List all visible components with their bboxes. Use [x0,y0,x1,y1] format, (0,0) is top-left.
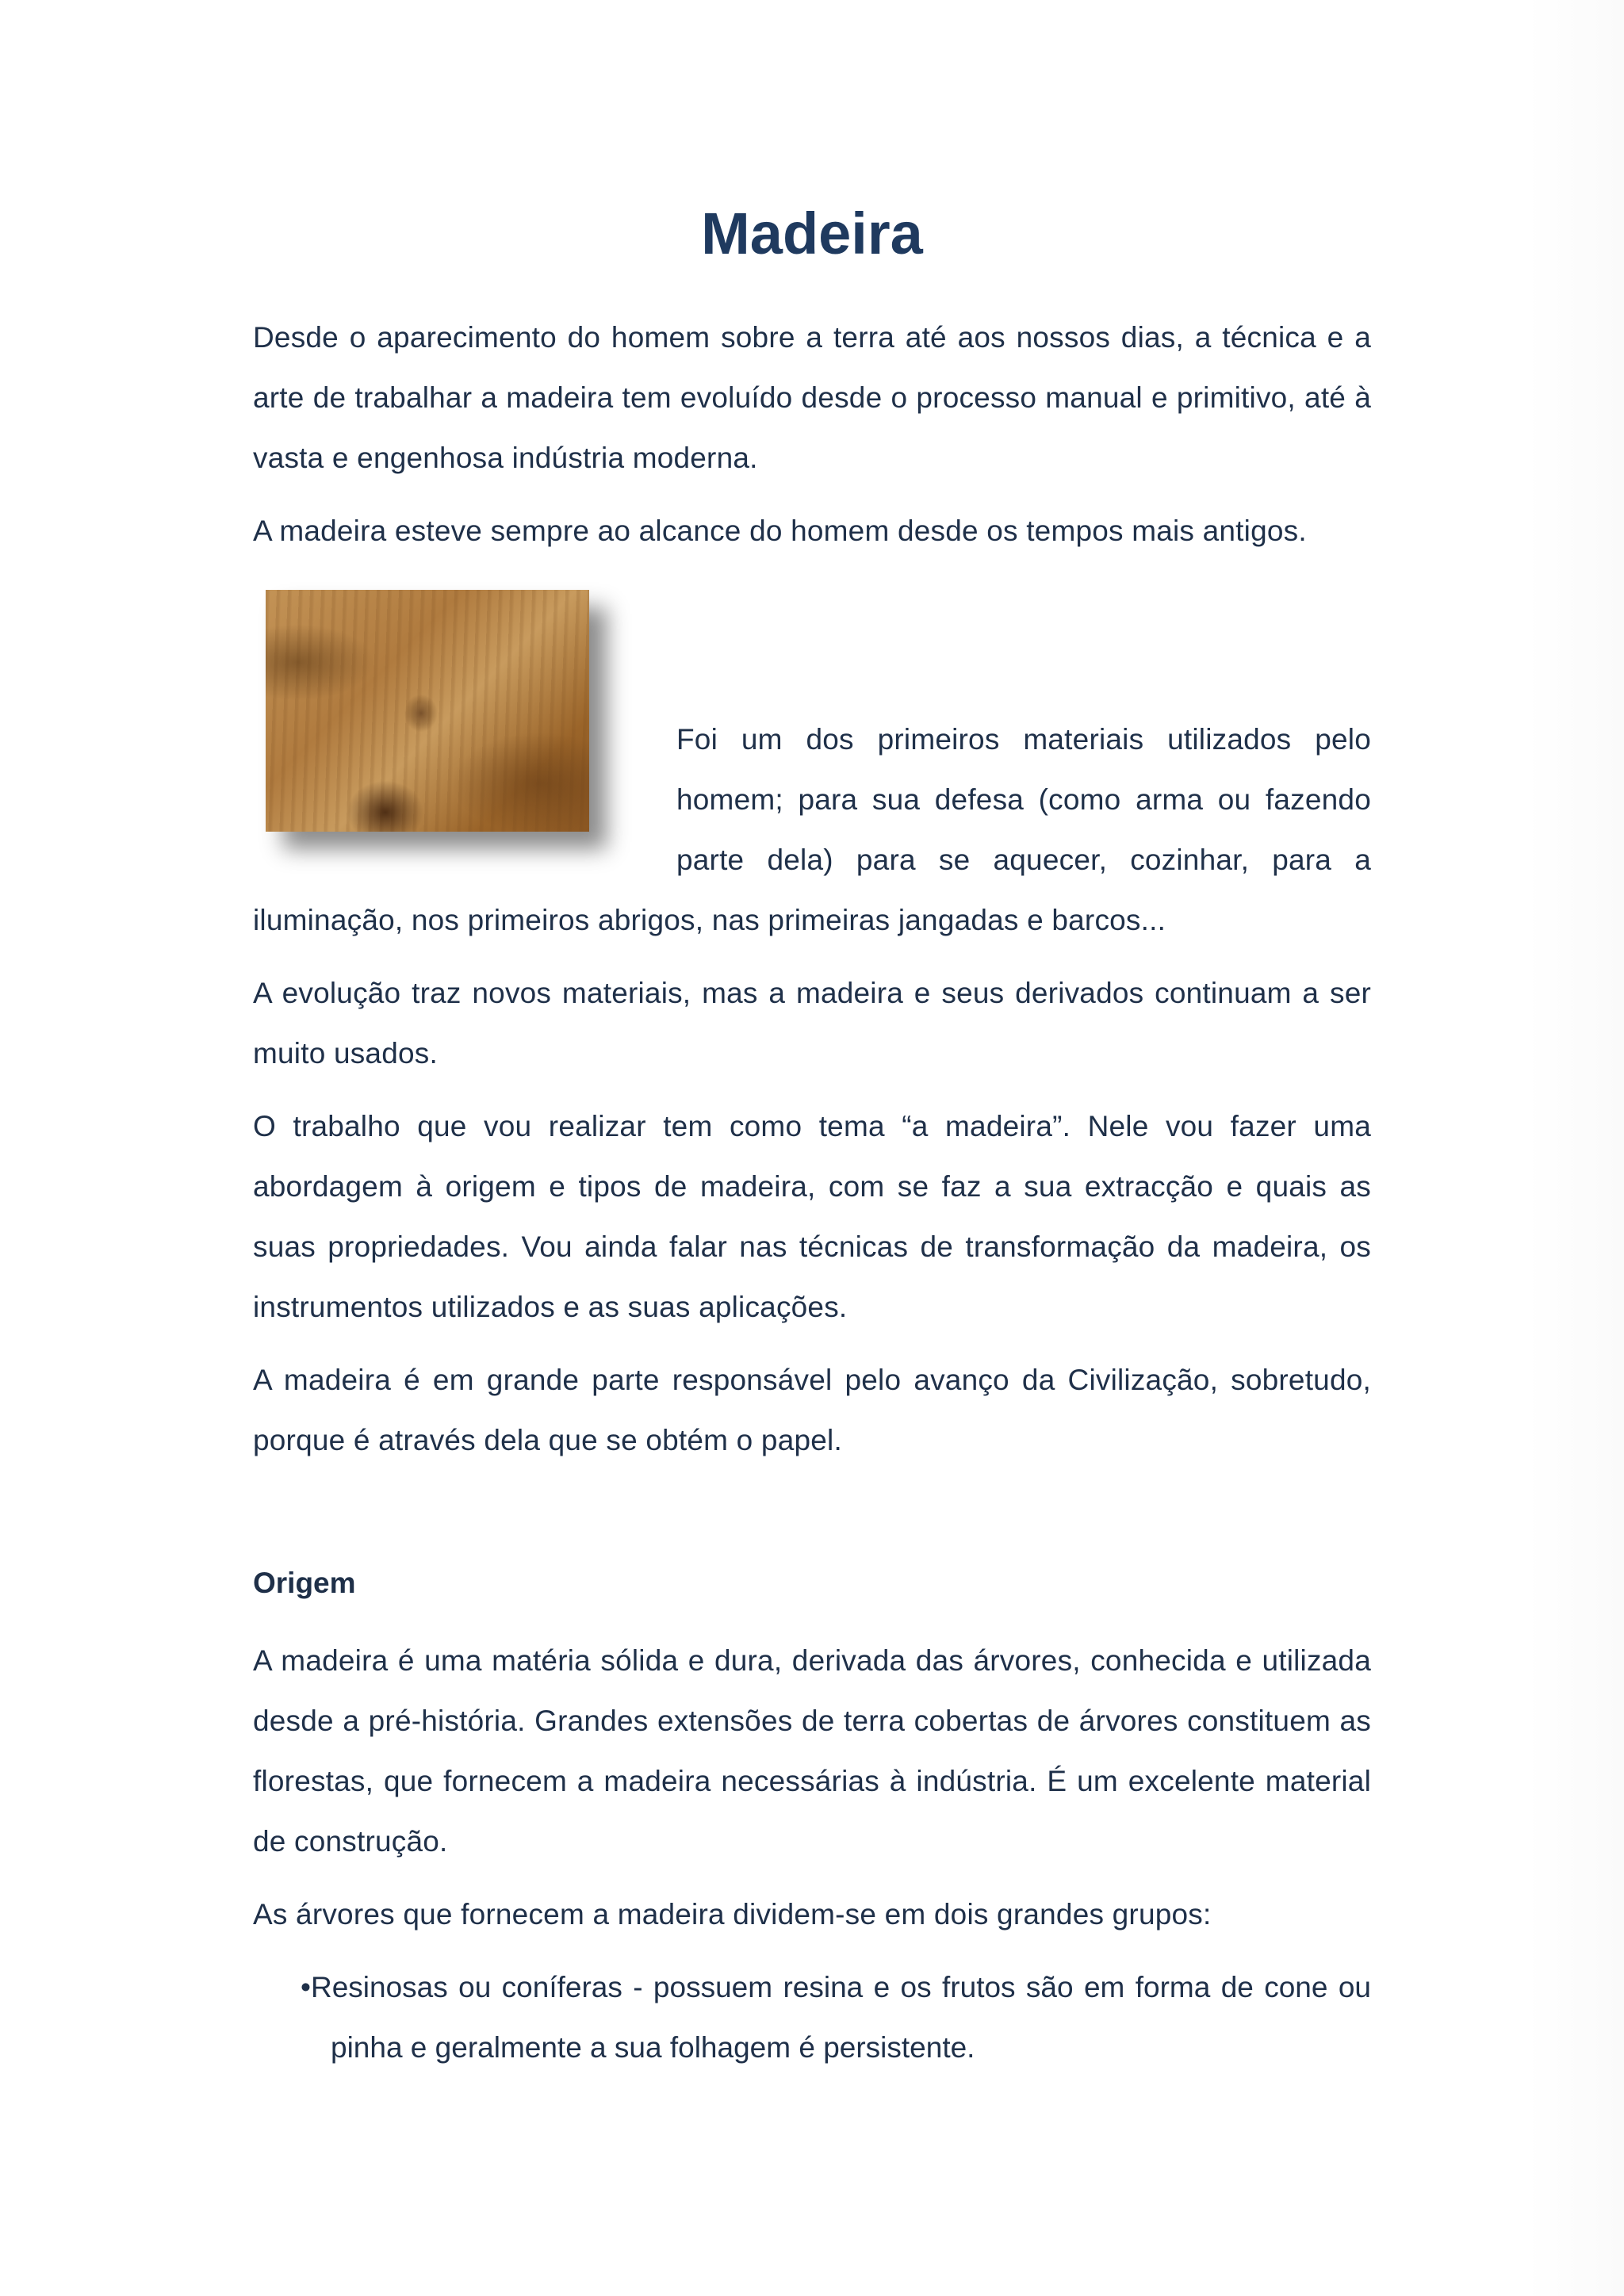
first-materials-paragraph: Foi um dos primeiros materiais utilizados pelo homem; para sua defesa (como arma ou fazendo parte dela) para se aquecer, cozinhar, para a iluminação, nos primeiros abrigos, nas primeiras jangadas e barcos... [253,723,1371,936]
image-text-block [253,574,1371,963]
document-title: Madeira [701,201,923,266]
intro-paragraph: Desde o aparecimento do homem sobre a terra até aos nossos dias, a técnica e a arte de trabalhar a madeira tem evoluído desde o processo manual e primitivo, até à vasta e engenhosa indústria moderna. [253,321,1371,474]
origin-paragraph: A madeira é uma matéria sólida e dura, derivada das árvores, conhecida e utilizada desde a pré-história. Grandes extensões de terra cobertas de árvores constituem as florestas, que fornecem a madeira necessárias à indústria. É um excelente material de construção. [253,1644,1371,1858]
work-theme-paragraph: O trabalho que vou realizar tem como tema “a madeira”. Nele vou fazer uma abordagem à origem e tipos de madeira, com se faz a sua extracção e quais as suas propriedades. Vou ainda falar nas técnicas de transformação da madeira, os instrumentos utilizados e as suas aplicações. [253,1110,1371,1323]
evolution-paragraph: A evolução traz novos materiais, mas a madeira e seus derivados continuam a ser muito usados. [253,977,1371,1070]
tree-groups-list [253,1957,1371,2078]
civilization-paragraph: A madeira é em grande parte responsável pelo avanço da Civilização, sobretudo, porque é através dela que se obtém o papel. [253,1364,1371,1456]
document-body [253,190,1371,2078]
list-item-text: Resinosas ou coníferas - possuem resina e os frutos são em forma de cone ou pinha e geralmente a sua folhagem é persistente. [311,1971,1371,2064]
list-item [253,1957,1371,2078]
groups-paragraph: As árvores que fornecem a madeira dividem-se em dois grandes grupos: [253,1898,1212,1931]
bullet-icon: • [301,1971,311,2003]
wood-texture-image [266,590,589,832]
section-heading-origem: Origem [253,1567,356,1599]
antiquity-paragraph: A madeira esteve sempre ao alcance do homem desde os tempos mais antigos. [253,515,1307,547]
